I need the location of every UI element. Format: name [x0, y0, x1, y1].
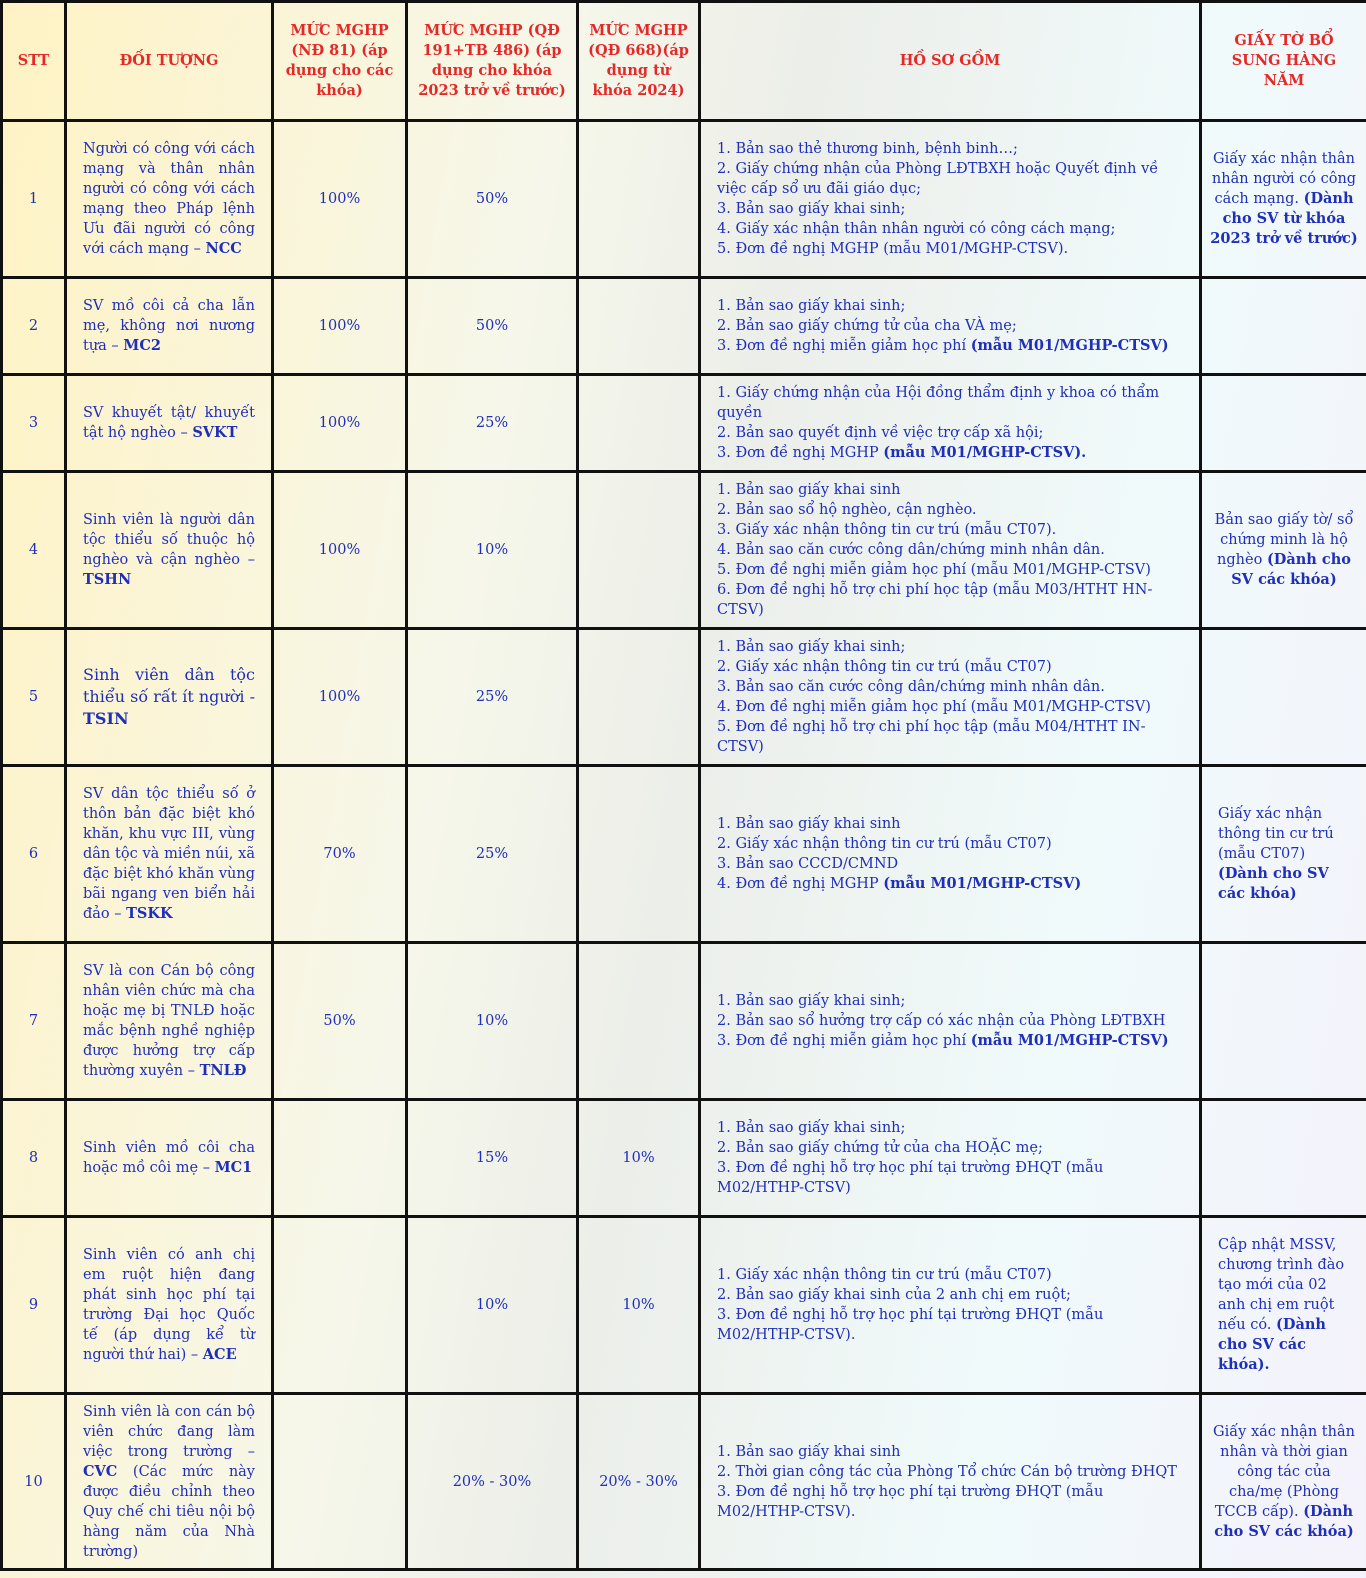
cell-subject	[66, 121, 273, 278]
document-item	[717, 657, 1183, 677]
qd191-value: 10%	[475, 1013, 509, 1029]
document-text: 4. Đơn đề nghị miễn giảm học phí (mẫu M01/MGHP-CTSV)	[717, 699, 1151, 715]
document-text: 6. Đơn đề nghị hỗ trợ chi phí học tập (mẫu M03/HTHT HN-CTSV)	[717, 582, 1153, 618]
qd191-value: 25%	[475, 846, 509, 862]
table-row	[2, 1394, 1366, 1570]
document-item	[717, 1305, 1183, 1345]
table-row	[2, 1217, 1366, 1394]
document-form-code: (mẫu M01/MGHP-CTSV)	[883, 875, 1082, 892]
cell-extra	[1201, 278, 1366, 375]
extra-text: Bản sao giấy tờ/ sổ chứng minh là hộ nghèo	[1214, 512, 1354, 568]
cell-nd81	[273, 766, 407, 943]
document-text: 1. Bản sao giấy khai sinh;	[717, 298, 906, 314]
subject-code: CVC	[83, 1462, 118, 1480]
nd81-value: 70%	[323, 846, 356, 862]
cell-qd191	[407, 278, 578, 375]
document-text: 3. Đơn đề nghị miễn giảm học phí	[717, 338, 971, 354]
nd81-value: 100%	[318, 318, 361, 334]
qd191-value: 10%	[475, 542, 509, 558]
cell-qd668	[578, 1217, 700, 1394]
document-item	[717, 677, 1183, 697]
subject-text: SV dân tộc thiểu số ở thôn bản đặc biệt khó khăn, khu vực III, vùng dân tộc và miền núi, xã đặc biệt khó khăn vùng bãi ngang ven biển hải đảo –	[83, 786, 255, 922]
extra-note: (Dành cho SV các khóa)	[1231, 551, 1351, 588]
nd81-value: 100%	[318, 689, 361, 705]
header-qd191: MỨC MGHP (QĐ 191+TB 486) (áp dụng cho khóa 2023 trở về trước)	[407, 2, 578, 121]
document-item	[717, 874, 1183, 894]
document-text: 3. Đơn đề nghị hỗ trợ học phí tại trường ĐHQT (mẫu M02/HTHP-CTSV).	[717, 1483, 1104, 1520]
cell-docs	[700, 375, 1201, 472]
subject-text: Sinh viên là con cán bộ viên chức đang làm việc trong trường –	[83, 1403, 255, 1460]
subject-text: Sinh viên mồ côi cha hoặc mồ côi mẹ –	[83, 1140, 255, 1176]
document-text: 4. Giấy xác nhận thân nhân người có công cách mạng;	[717, 221, 1116, 237]
cell-stt	[2, 375, 66, 472]
cell-qd191	[407, 1394, 578, 1570]
table-row	[2, 375, 1366, 472]
cell-qd668	[578, 375, 700, 472]
document-item	[717, 1118, 1183, 1138]
cell-stt	[2, 121, 66, 278]
document-item	[717, 1011, 1183, 1031]
stt-value: 3	[28, 415, 39, 431]
stt-value: 7	[28, 1013, 39, 1029]
cell-nd81	[273, 121, 407, 278]
cell-subject	[66, 1217, 273, 1394]
document-text: 2. Thời gian công tác của Phòng Tổ chức Cán bộ trường ĐHQT	[717, 1463, 1177, 1480]
cell-stt	[2, 278, 66, 375]
document-item	[717, 560, 1183, 580]
extra-note: (Dành cho SV các khóa)	[1218, 865, 1329, 902]
stt-value: 4	[28, 542, 39, 558]
cell-qd668	[578, 121, 700, 278]
document-text: 3. Bản sao giấy khai sinh;	[717, 201, 906, 217]
subject-note: (Các mức này được điều chỉnh theo Quy chế chi tiêu nội bộ hàng năm của Nhà trường)	[83, 1463, 255, 1560]
extra-text: Giấy xác nhận thân nhân người có công cách mạng.	[1211, 151, 1357, 207]
cell-stt	[2, 629, 66, 766]
cell-nd81	[273, 1394, 407, 1570]
cell-subject	[66, 629, 273, 766]
document-form-code: (mẫu M01/MGHP-CTSV)	[970, 1032, 1169, 1049]
document-item	[717, 520, 1183, 540]
extra-note: (Dành cho SV các khóa).	[1218, 1316, 1326, 1373]
qd191-value: 15%	[475, 1150, 509, 1166]
document-text: 4. Bản sao căn cước công dân/chứng minh nhân dân.	[717, 542, 1105, 558]
cell-qd668	[578, 943, 700, 1100]
subject-text: Người có công với cách mạng và thân nhân người có công với cách mạng theo Pháp lệnh Ưu đãi người có công với cách mạng –	[83, 141, 255, 257]
subject-code: MC2	[123, 337, 161, 354]
header-row	[2, 2, 1366, 121]
document-text: 5. Đơn đề nghị miễn giảm học phí (mẫu M01/MGHP-CTSV)	[717, 562, 1151, 578]
document-item	[717, 854, 1183, 874]
extra-text: Cập nhật MSSV, chương trình đào tạo mới của 02 anh chị em ruột nếu có.	[1218, 1237, 1345, 1333]
cell-nd81	[273, 629, 407, 766]
document-text: 2. Bản sao giấy chứng tử của cha VÀ mẹ;	[717, 318, 1017, 334]
subject-code: TSKK	[126, 905, 173, 922]
stt-value: 2	[28, 318, 39, 334]
nd81-value: 100%	[318, 542, 361, 558]
document-text: 5. Đơn đề nghị MGHP (mẫu M01/MGHP-CTSV).	[717, 241, 1069, 257]
subject-code: TSIN	[83, 709, 129, 728]
document-item	[717, 717, 1183, 757]
cell-docs	[700, 121, 1201, 278]
subject-code: ACE	[202, 1346, 237, 1363]
document-text: 3. Đơn đề nghị MGHP	[717, 445, 884, 461]
cell-nd81	[273, 943, 407, 1100]
cell-qd191	[407, 1100, 578, 1217]
document-text: 3. Bản sao CCCD/CMND	[717, 856, 899, 872]
cell-subject	[66, 943, 273, 1100]
document-item	[717, 296, 1183, 316]
document-item	[717, 697, 1183, 717]
table-row	[2, 1100, 1366, 1217]
subject-text: SV là con Cán bộ công nhân viên chức mà cha hoặc mẹ bị TNLĐ hoặc mắc bệnh nghề nghiệp được hưởng trợ cấp thường xuyên –	[83, 963, 255, 1079]
document-item	[717, 443, 1183, 463]
document-item	[717, 423, 1183, 443]
cell-subject	[66, 278, 273, 375]
document-item	[717, 219, 1183, 239]
table-row	[2, 472, 1366, 629]
cell-extra	[1201, 1394, 1366, 1570]
document-item	[717, 1158, 1183, 1198]
extra-note: (Dành cho SV các khóa)	[1214, 1502, 1354, 1540]
subject-text: Sinh viên có anh chị em ruột hiện đang phát sinh học phí tại trường Đại học Quốc tế (áp dụng kể từ người thứ hai) –	[83, 1247, 255, 1363]
stt-value: 6	[28, 846, 39, 862]
cell-qd191	[407, 472, 578, 629]
cell-extra	[1201, 121, 1366, 278]
stt-value: 9	[28, 1297, 39, 1313]
cell-subject	[66, 375, 273, 472]
qd668-value: 10%	[622, 1297, 655, 1313]
document-item	[717, 139, 1183, 159]
document-item	[717, 580, 1183, 620]
document-form-code: (mẫu M01/MGHP-CTSV).	[883, 444, 1087, 461]
subject-text: SV mồ côi cả cha lẫn mẹ, không nơi nương tựa –	[83, 298, 255, 354]
cell-qd191	[407, 1217, 578, 1394]
cell-docs	[700, 943, 1201, 1100]
cell-qd191	[407, 943, 578, 1100]
table-row	[2, 121, 1366, 278]
subject-code: NCC	[205, 240, 242, 257]
header-stt: STT	[2, 2, 66, 121]
document-item	[717, 1482, 1183, 1522]
cell-nd81	[273, 472, 407, 629]
document-form-code: (mẫu M01/MGHP-CTSV)	[970, 337, 1169, 354]
document-item	[717, 480, 1183, 500]
document-text: 1. Bản sao giấy khai sinh;	[717, 1120, 906, 1136]
subject-text: Sinh viên dân tộc thiểu số rất ít người -	[83, 665, 255, 706]
document-item	[717, 1462, 1183, 1482]
extra-note: (Dành cho SV từ khóa 2023 trở về trước)	[1210, 190, 1358, 247]
nd81-value: 50%	[323, 1013, 356, 1029]
cell-subject	[66, 1394, 273, 1570]
table-row	[2, 766, 1366, 943]
document-text: 1. Bản sao giấy khai sinh	[717, 482, 901, 498]
document-text: 4. Đơn đề nghị MGHP	[717, 876, 884, 892]
document-text: 2. Giấy xác nhận thông tin cư trú (mẫu CT07)	[717, 659, 1052, 675]
cell-extra	[1201, 943, 1366, 1100]
nd81-value: 100%	[318, 191, 361, 207]
document-item	[717, 834, 1183, 854]
cell-extra	[1201, 472, 1366, 629]
document-item	[717, 199, 1183, 219]
document-item	[717, 1442, 1183, 1462]
cell-qd191	[407, 375, 578, 472]
document-item	[717, 239, 1183, 259]
qd668-value: 20% - 30%	[599, 1473, 678, 1490]
document-text: 2. Bản sao giấy khai sinh của 2 anh chị em ruột;	[717, 1287, 1071, 1303]
cell-qd191	[407, 629, 578, 766]
qd191-value: 20% - 30%	[452, 1473, 532, 1490]
header-qd668: MỨC MGHP (QĐ 668)(áp dụng từ khóa 2024)	[578, 2, 700, 121]
qd191-value: 10%	[475, 1297, 509, 1313]
document-text: 1. Giấy xác nhận thông tin cư trú (mẫu CT07)	[717, 1267, 1052, 1283]
cell-qd668	[578, 629, 700, 766]
document-item	[717, 540, 1183, 560]
cell-nd81	[273, 1217, 407, 1394]
table-row	[2, 629, 1366, 766]
document-text: 3. Đơn đề nghị miễn giảm học phí	[717, 1033, 971, 1049]
cell-stt	[2, 943, 66, 1100]
cell-subject	[66, 1100, 273, 1217]
document-text: 1. Bản sao giấy khai sinh	[717, 1443, 901, 1460]
document-item	[717, 316, 1183, 336]
document-item	[717, 1265, 1183, 1285]
header-subject: ĐỐI TƯỢNG	[66, 2, 273, 121]
document-text: 3. Đơn đề nghị hỗ trợ học phí tại trường ĐHQT (mẫu M02/HTHP-CTSV)	[717, 1160, 1104, 1196]
header-nd81: MỨC MGHP (NĐ 81) (áp dụng cho các khóa)	[273, 2, 407, 121]
stt-value: 1	[28, 191, 39, 207]
cell-extra	[1201, 629, 1366, 766]
subject-code: SVKT	[192, 424, 238, 441]
document-text: 3. Giấy xác nhận thông tin cư trú (mẫu CT07).	[717, 522, 1057, 538]
stt-value: 8	[28, 1150, 39, 1166]
subject-text: SV khuyết tật/ khuyết tật hộ nghèo –	[83, 405, 255, 441]
document-item	[717, 1285, 1183, 1305]
document-item	[717, 991, 1183, 1011]
qd191-value: 50%	[475, 318, 509, 334]
cell-docs	[700, 1217, 1201, 1394]
document-text: 2. Bản sao giấy chứng tử của cha HOẶC mẹ;	[717, 1140, 1043, 1156]
document-text: 1. Bản sao giấy khai sinh;	[717, 993, 906, 1009]
cell-extra	[1201, 1100, 1366, 1217]
document-text: 1. Giấy chứng nhận của Hội đồng thẩm định y khoa có thẩm quyền	[717, 385, 1160, 421]
document-text: 1. Bản sao thẻ thương binh, bệnh binh…;	[717, 141, 1018, 157]
cell-stt	[2, 472, 66, 629]
document-text: 1. Bản sao giấy khai sinh	[717, 816, 901, 832]
stt-value: 5	[28, 689, 39, 705]
cell-qd191	[407, 121, 578, 278]
table-row	[2, 943, 1366, 1100]
cell-docs	[700, 1100, 1201, 1217]
cell-qd668	[578, 1394, 700, 1570]
cell-extra	[1201, 766, 1366, 943]
document-text: 2. Bản sao sổ hộ nghèo, cận nghèo.	[717, 502, 977, 518]
subject-code: MC1	[214, 1159, 253, 1176]
qd668-value: 10%	[622, 1150, 655, 1166]
cell-stt	[2, 1394, 66, 1570]
document-item	[717, 637, 1183, 657]
cell-qd668	[578, 766, 700, 943]
table-body	[2, 121, 1366, 1570]
cell-qd668	[578, 472, 700, 629]
cell-nd81	[273, 375, 407, 472]
document-item	[717, 383, 1183, 423]
document-text: 3. Bản sao căn cước công dân/chứng minh nhân dân.	[717, 679, 1105, 695]
subject-code: TNLĐ	[199, 1062, 247, 1079]
cell-docs	[700, 278, 1201, 375]
cell-stt	[2, 766, 66, 943]
subject-code: TSHN	[83, 571, 132, 588]
cell-extra	[1201, 375, 1366, 472]
document-item	[717, 500, 1183, 520]
document-item	[717, 159, 1183, 199]
table-row	[2, 278, 1366, 375]
document-text: 2. Bản sao sổ hưởng trợ cấp có xác nhận của Phòng LĐTBXH	[717, 1013, 1166, 1029]
header-docs: HỒ SƠ GỒM	[700, 2, 1201, 121]
cell-stt	[2, 1217, 66, 1394]
document-item	[717, 336, 1183, 356]
cell-qd668	[578, 1100, 700, 1217]
extra-text: Giấy xác nhận thông tin cư trú (mẫu CT07)	[1218, 806, 1334, 862]
cell-nd81	[273, 1100, 407, 1217]
document-text: 2. Giấy xác nhận thông tin cư trú (mẫu CT07)	[717, 836, 1052, 852]
document-item	[717, 814, 1183, 834]
cell-subject	[66, 766, 273, 943]
nd81-value: 100%	[318, 415, 361, 431]
qd191-value: 25%	[475, 689, 509, 705]
header-extra: GIẤY TỜ BỔ SUNG HÀNG NĂM	[1201, 2, 1366, 121]
document-text: 2. Bản sao quyết định về việc trợ cấp xã hội;	[717, 425, 1044, 441]
subject-text: Sinh viên là người dân tộc thiểu số thuộc hộ nghèo và cận nghèo –	[83, 512, 255, 568]
extra-text: Giấy xác nhận thân nhân và thời gian công tác của cha/mẹ (Phòng TCCB cấp).	[1213, 1423, 1355, 1520]
stt-value: 10	[24, 1473, 43, 1490]
document-text: 3. Đơn đề nghị hỗ trợ học phí tại trường ĐHQT (mẫu M02/HTHP-CTSV).	[717, 1307, 1104, 1343]
cell-docs	[700, 629, 1201, 766]
cell-nd81	[273, 278, 407, 375]
qd191-value: 25%	[475, 415, 509, 431]
document-text: 2. Giấy chứng nhận của Phòng LĐTBXH hoặc Quyết định về việc cấp sổ ưu đãi giáo dục;	[717, 161, 1159, 197]
document-item	[717, 1138, 1183, 1158]
cell-qd668	[578, 278, 700, 375]
document-item	[717, 1031, 1183, 1051]
cell-docs	[700, 1394, 1201, 1570]
cell-docs	[700, 472, 1201, 629]
cell-extra	[1201, 1217, 1366, 1394]
cell-docs	[700, 766, 1201, 943]
cell-stt	[2, 1100, 66, 1217]
cell-subject	[66, 472, 273, 629]
qd191-value: 50%	[475, 191, 509, 207]
cell-qd191	[407, 766, 578, 943]
document-text: 1. Bản sao giấy khai sinh;	[717, 639, 906, 655]
document-text: 5. Đơn đề nghị hỗ trợ chi phí học tập (mẫu M04/HTHT IN-CTSV)	[717, 719, 1146, 755]
